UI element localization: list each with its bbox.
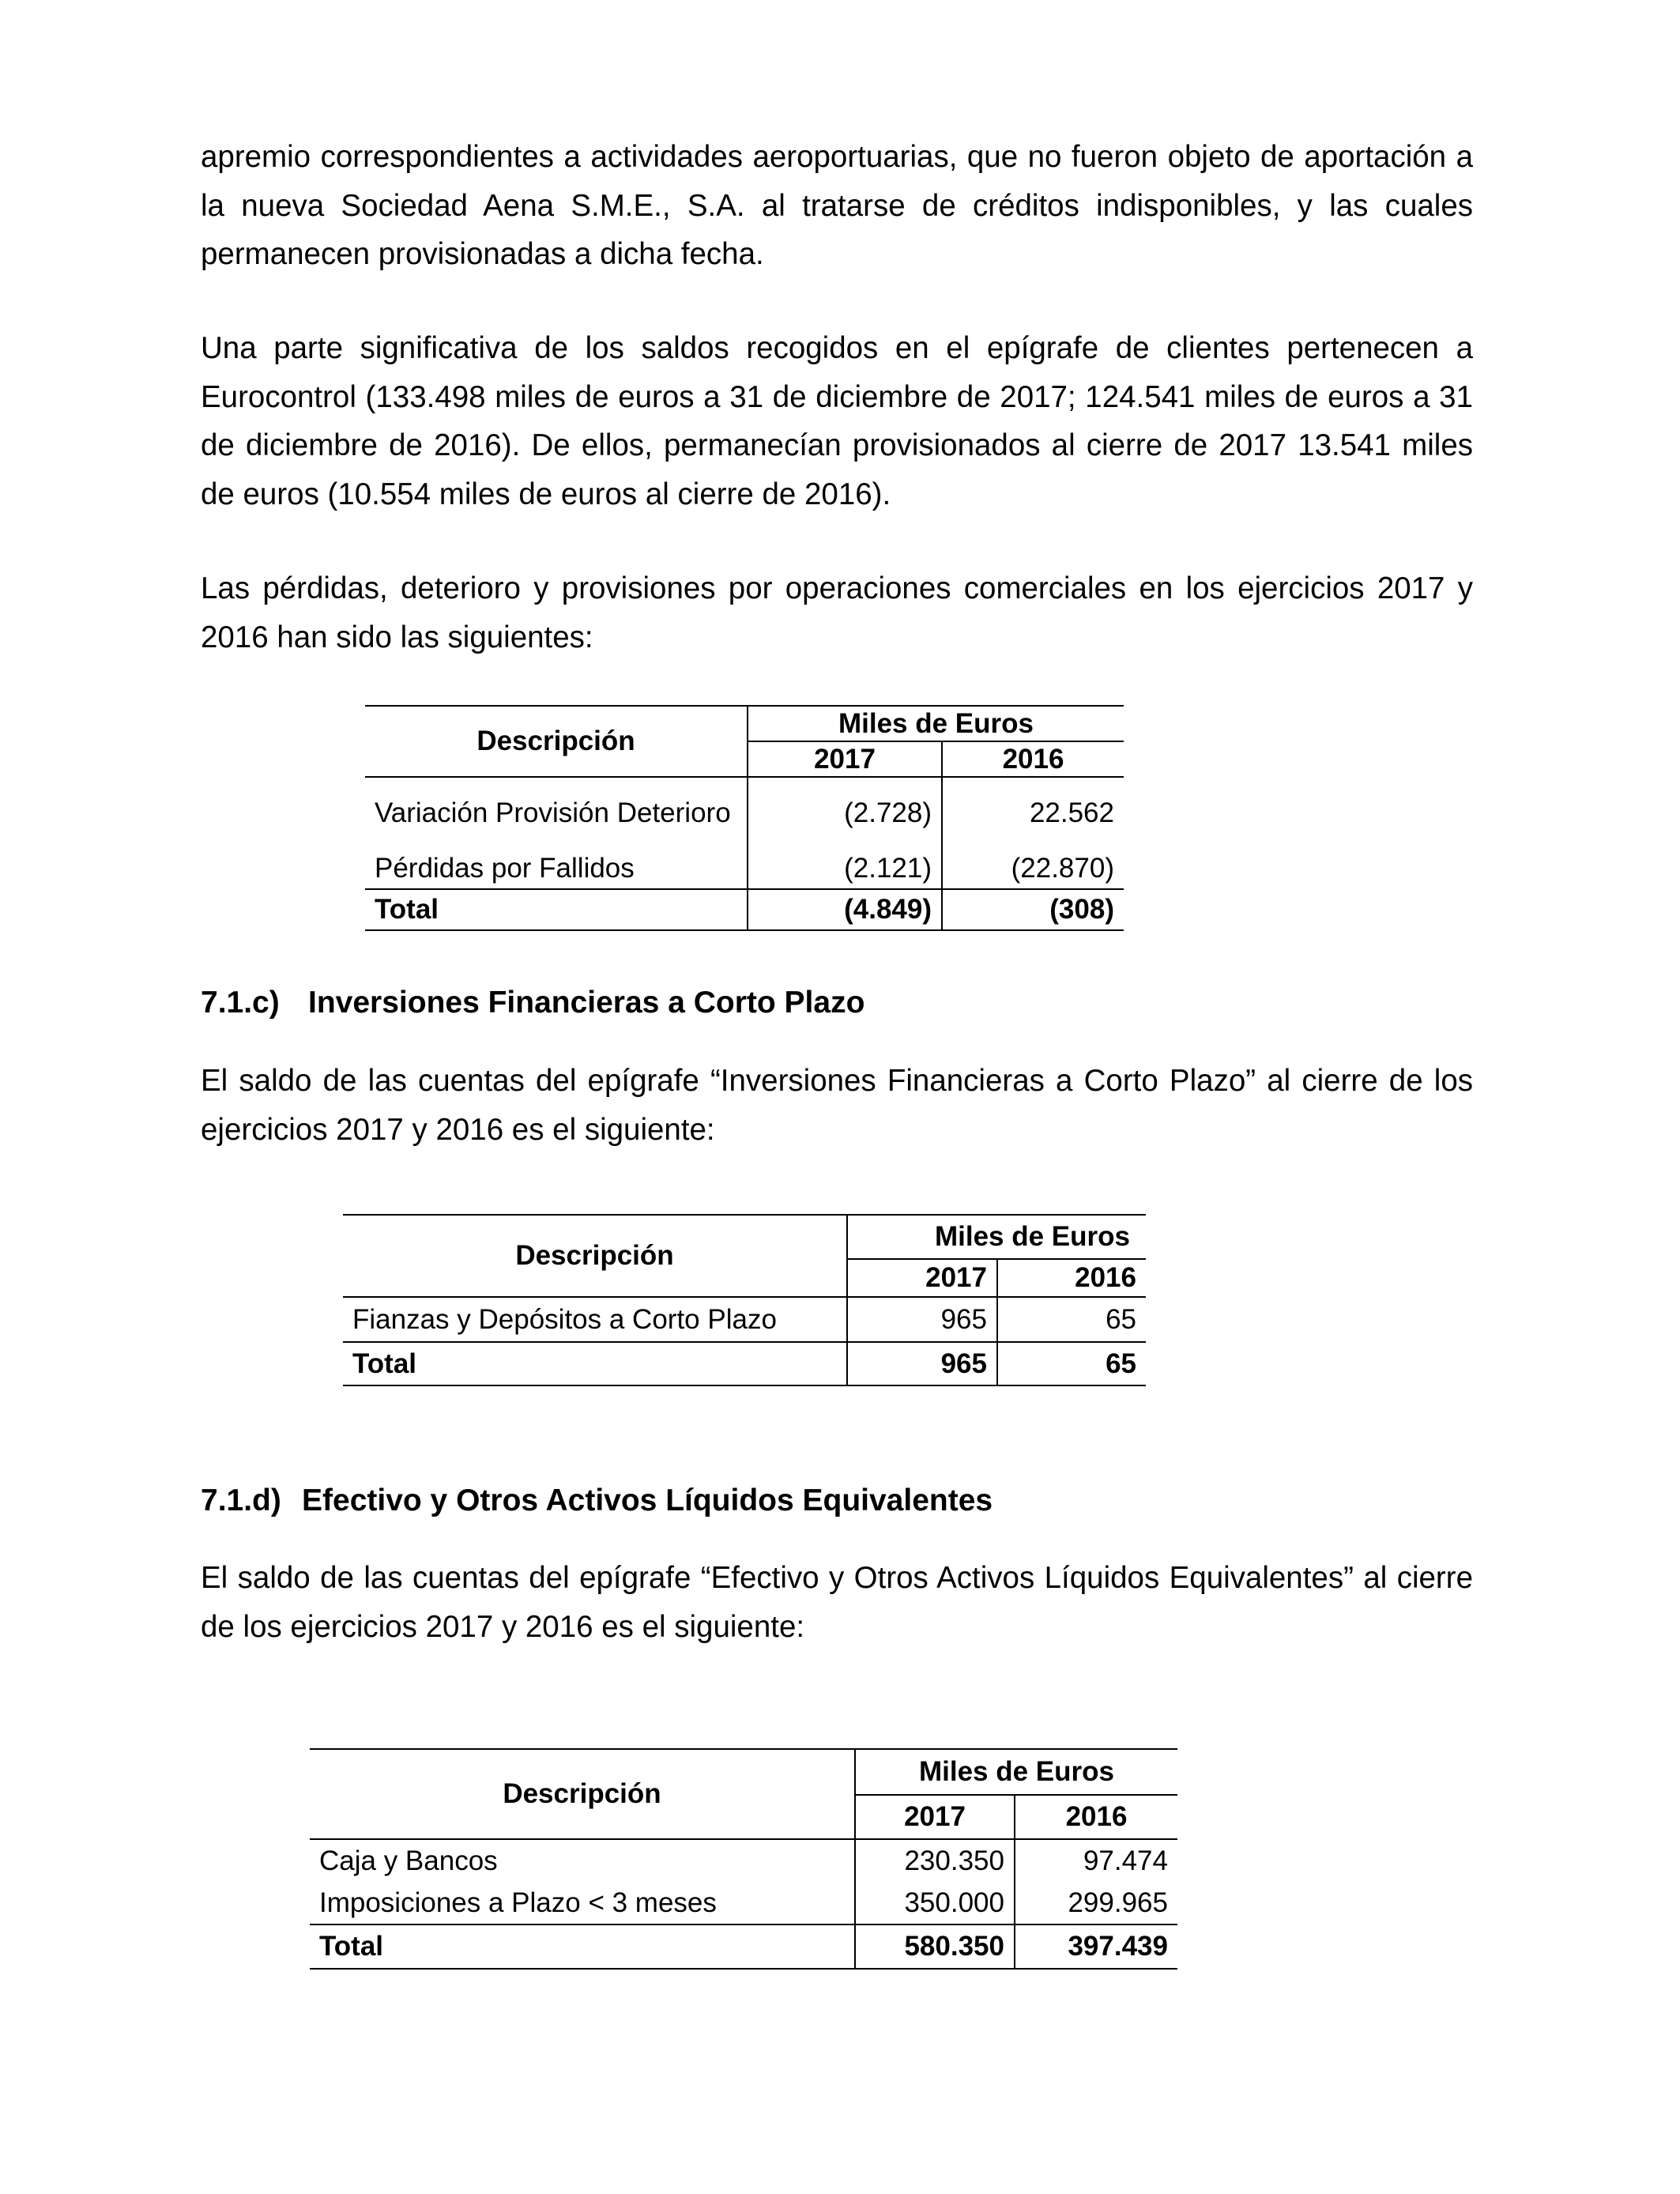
section-heading-inversiones	[201, 983, 864, 1023]
section-title: Inversiones Financieras a Corto Plazo	[308, 986, 865, 1020]
row-value-2017: 350.000	[855, 1882, 1015, 1924]
total-value-2017: 580.350	[855, 1924, 1015, 1969]
row-label: Fianzas y Depósitos a Corto Plazo	[343, 1297, 847, 1342]
row-value-2017: 965	[847, 1297, 997, 1342]
section-title: Efectivo y Otros Activos Líquidos Equivalentes	[302, 1483, 993, 1517]
section-heading-efectivo	[201, 1481, 993, 1521]
table-row	[365, 848, 1124, 889]
total-value-2016: 65	[1106, 1348, 1136, 1379]
row-label: Pérdidas por Fallidos	[365, 848, 748, 889]
table-header-year-2016: 2016	[1065, 1801, 1128, 1832]
table-header-year-2017: 2017	[748, 741, 942, 777]
total-value-2016: 397.439	[1068, 1931, 1168, 1962]
table-row	[310, 1882, 1177, 1924]
paragraph-efectivo-intro: El saldo de las cuentas del epígrafe “Efectivo y Otros Activos Líquidos Equivalentes” al cierre de los ejercicios 2017 y 2016 es el siguiente:	[201, 1561, 1473, 1644]
row-value-2016: 22.562	[1029, 797, 1114, 828]
paragraph-apremio: apremio correspondientes a actividades aeroportuarias, que no fueron objeto de aportación a la nueva Sociedad Aena S.M.E., S.A. al tratarse de créditos indisponibles, y las cuales permanecen provisionadas a dicha fecha.	[201, 140, 1473, 271]
table-header-descripcion: Descripción	[365, 706, 748, 777]
table-row	[310, 1839, 1177, 1882]
paragraph-inversiones-intro: El saldo de las cuentas del epígrafe “Inversiones Financieras a Corto Plazo” al cierre de los ejercicios 2017 y 2016 es el siguiente:	[201, 1064, 1473, 1147]
table-header-descripcion: Descripción	[343, 1215, 847, 1297]
total-value-2017: 965	[847, 1342, 997, 1385]
row-label: Caja y Bancos	[310, 1839, 855, 1882]
row-value-2017: (2.121)	[748, 848, 942, 889]
table-header-descripcion: Descripción	[310, 1749, 855, 1839]
table-row	[343, 1297, 1146, 1342]
table-header-year-2017: 2017	[847, 1259, 997, 1297]
table-row	[365, 777, 1124, 848]
table-header-miles-euros: Miles de Euros	[748, 706, 1124, 741]
row-label: Variación Provisión Deterioro	[365, 777, 748, 848]
total-value-2017: (4.849)	[748, 889, 942, 930]
paragraph-eurocontrol: Una parte significativa de los saldos recogidos en el epígrafe de clientes pertenecen a Eurocontrol (133.498 miles de euros a 31 de diciembre de 2017; 124.541 miles de euros a 31 de diciembre de 2016). De ellos, permanecían provisionados al cierre de 2017 13.541 miles de euros (10.554 miles de euros al cierre de 2016).	[201, 331, 1473, 511]
table-total-row	[365, 889, 1124, 930]
total-label: Total	[343, 1342, 847, 1385]
row-value-2016: 299.965	[1068, 1887, 1168, 1918]
table-header-miles-euros: Miles de Euros	[847, 1215, 1146, 1259]
row-value-2017: (2.728)	[748, 777, 942, 848]
paragraph-perdidas-intro: Las pérdidas, deterioro y provisiones por operaciones comerciales en los ejercicios 2017 y 2016 han sido las siguientes:	[201, 571, 1473, 654]
table-efectivo-liquidos	[310, 1748, 1177, 1970]
table-total-row	[343, 1342, 1146, 1385]
section-number: 7.1.d)	[201, 1483, 281, 1517]
row-label: Imposiciones a Plazo < 3 meses	[310, 1882, 855, 1924]
table-header-year-2016: 2016	[1002, 743, 1064, 775]
table-header-year-2016: 2016	[1075, 1262, 1136, 1293]
table-inversiones-financieras	[343, 1214, 1146, 1386]
total-value-2016: (308)	[1049, 894, 1114, 925]
table-header-miles-euros: Miles de Euros	[855, 1749, 1177, 1795]
table-total-row	[310, 1924, 1177, 1969]
row-value-2016: 65	[1106, 1303, 1136, 1335]
table-header-year-2017: 2017	[855, 1795, 1015, 1839]
row-value-2017: 230.350	[855, 1839, 1015, 1882]
section-number: 7.1.c)	[201, 986, 280, 1020]
table-perdidas-deterioro	[365, 705, 1124, 931]
total-label: Total	[365, 889, 748, 930]
total-label: Total	[310, 1924, 855, 1969]
row-value-2016: 97.474	[1083, 1845, 1168, 1876]
row-value-2016: (22.870)	[1011, 852, 1114, 884]
